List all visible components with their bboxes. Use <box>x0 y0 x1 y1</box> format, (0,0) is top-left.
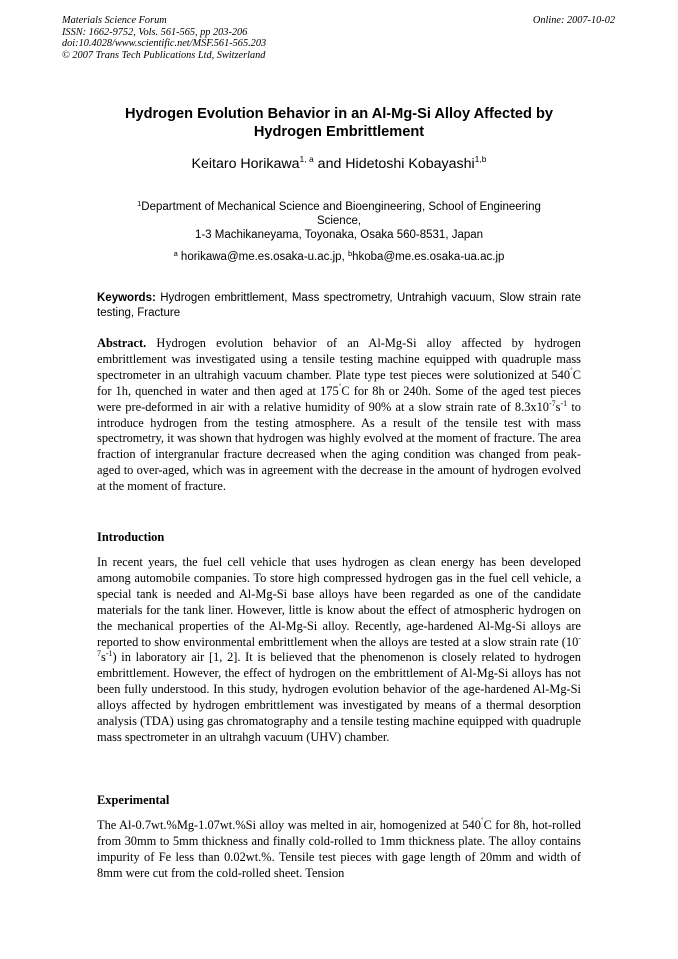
text-run: to introduce hydrogen from the testing atmosphere. As a result of the tensile test with mass spectrometry, it was shown that hydrogen was highly evolved at the moment of fracture. The area fraction of intergranular fracture decreased when the aging condition was changed from peak-aged to over-aged, which was in agreement with the decrease in the amount of hydrogen evolved at the moment of fracture. <box>97 399 581 494</box>
affiliation-line-3: 1-3 Machikaneyama, Toyonaka, Osaka 560-8531, Japan <box>194 229 484 241</box>
degree-mark: ˚ <box>480 817 484 826</box>
degree-mark: ˚ <box>338 382 342 392</box>
author-name: Hidetoshi Kobayashi <box>345 156 475 172</box>
author-conjunction: and <box>313 156 346 172</box>
text-run: The Al-0.7wt.%Mg-1.07wt.%Si alloy was melted in air, homogenized at 540 <box>97 818 481 832</box>
email-mark: b <box>347 249 353 258</box>
text-run: C for 8h or 240h. Some of the aged test pieces were pre-deformed in air with a relative humidity of 90% at a slow strain rate of 8.3x10 <box>97 383 581 414</box>
text-run: Hydrogen evolution behavior of an Al-Mg-Si alloy affected by hydrogen embrittlement was investigated using a tensile testing machine equipped with quadruple mass spectrometer in an ultrahigh vacuum chamber. Plate type test pieces were solutionized at 540 <box>97 336 581 382</box>
exponent: -1 <box>105 649 113 659</box>
text-run: C for 1h, quenched in water and then aged at 175 <box>97 367 581 398</box>
email-link[interactable]: horikawa@me.es.osaka-u.ac.jp, <box>177 251 348 263</box>
keywords <box>97 291 581 321</box>
keywords-text: Hydrogen embrittlement, Mass spectrometry, Untrahigh vacuum, Slow strain rate testing, Fracture <box>97 292 581 319</box>
abstract-label: Abstract. <box>97 336 147 350</box>
affiliation-mark: 1 <box>137 199 142 208</box>
affiliation <box>100 200 578 242</box>
section-heading-introduction: Introduction <box>97 530 165 544</box>
text-run: s <box>555 399 561 414</box>
abstract <box>97 336 581 495</box>
affiliation-line-2: Science, <box>316 215 362 227</box>
exponent: -7 <box>97 633 581 659</box>
journal-doi: doi:10.4028/www.scientific.net/MSF.561-565.203 <box>62 38 267 50</box>
author-affiliation-mark: 1,b <box>474 154 487 164</box>
author-list <box>80 155 598 173</box>
text-run: s <box>101 650 106 665</box>
title-line-1: Hydrogen Evolution Behavior in an Al-Mg-Si Alloy Affected by <box>124 106 554 122</box>
affiliation-line-1: Department of Mechanical Science and Bioengineering, School of Engineering <box>141 201 541 213</box>
section-heading-experimental: Experimental <box>97 793 170 807</box>
exponent: -7 <box>549 398 556 408</box>
email-mark: a <box>173 249 178 258</box>
paper-title <box>80 105 598 141</box>
exponent: -1 <box>560 398 568 408</box>
author-emails <box>100 250 578 264</box>
author-affiliation-mark: 1, a <box>299 154 314 164</box>
text-run: C for 8h, hot-rolled from 30mm to 5mm thickness and finally cold-rolled to 1mm thickness plate. The alloy contains impurity of Fe less than 0.02wt.%. Tensile test pieces with gage length of 20mm and width of 8mm were cut from the cold-rolled sheet. Tension <box>97 818 581 880</box>
keywords-label: Keywords: <box>97 292 156 304</box>
text-run: ) in laboratory air [1, 2]. It is believed that the phenomenon is closely related to hydrogen embrittlement. However, the effect of hydrogen on the embrittlement of Al-Mg-Si alloys has not been fully understood. In this study, hydrogen evolution behavior of the age-hardened Al-Mg-Si alloys affected by hydrogen embrittlement was investigated by means of a thermal desorption analysis (TDA) using gas chromatography and a tensile testing machine equipped with quadruple mass spectrometer in an ultrahgh vacuum (UHV) chamber. <box>97 650 581 744</box>
online-date: Online: 2007-10-02 <box>532 15 615 26</box>
email-link[interactable]: hkoba@me.es.osaka-ua.ac.jp <box>352 251 505 263</box>
introduction-paragraph <box>97 555 581 746</box>
journal-name: Materials Science Forum <box>62 15 167 26</box>
journal-issn: ISSN: 1662-9752, Vols. 561-565, pp 203-206 <box>62 26 248 38</box>
degree-mark: ˚ <box>570 366 573 376</box>
author-name: Keitaro Horikawa <box>191 156 300 172</box>
experimental-paragraph <box>97 818 581 882</box>
title-line-2: Hydrogen Embrittlement <box>253 124 425 140</box>
journal-copyright: © 2007 Trans Tech Publications Ltd, Switzerland <box>62 49 266 61</box>
journal-header <box>62 15 266 61</box>
text-run: In recent years, the fuel cell vehicle that uses hydrogen as clean energy has been developed among automobile companies. To store high compressed hydrogen gas in the fuel cell vehicle, a special tank is needed and Al-Mg-Si base alloys have been regarded as one of the candidate materials for the tank liner. However, little is know about the effect of atmospheric hydrogen on the mechanical properties of the Al-Mg-Si alloy. Recently, age-hardened Al-Mg-Si alloys are reported to show environmental embrittlement when the alloys are tested at a slow strain rate (10 <box>97 555 581 649</box>
